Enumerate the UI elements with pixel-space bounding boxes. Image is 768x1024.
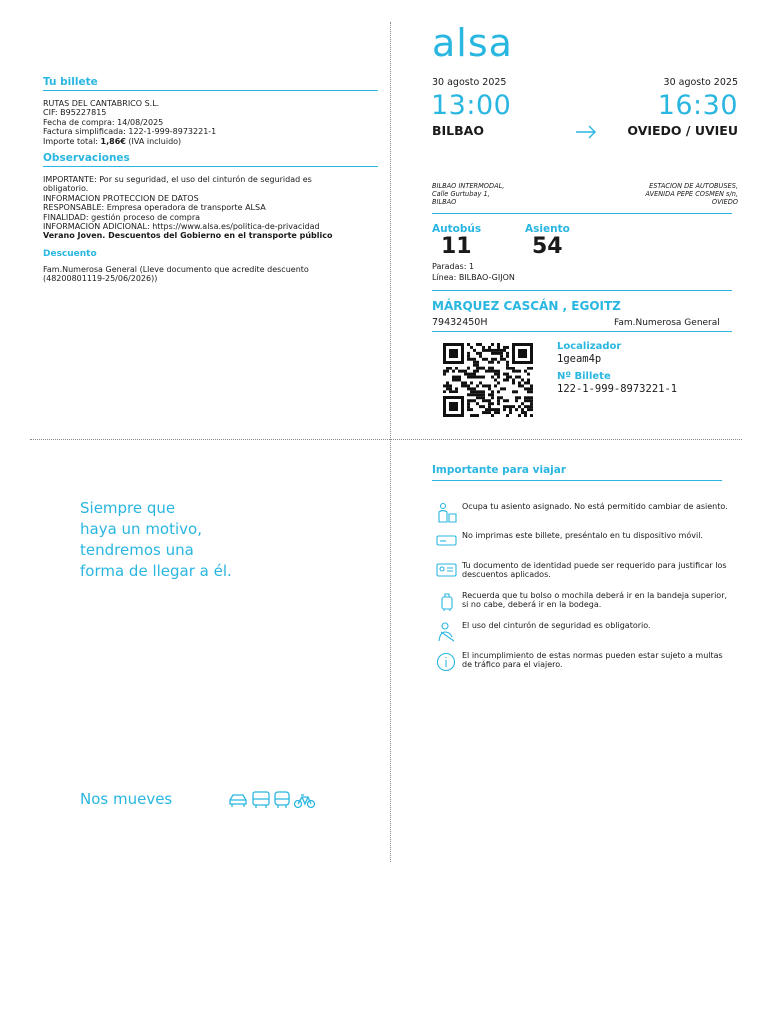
- purchase-date: Fecha de compra: 14/08/2025: [43, 117, 164, 127]
- destination-station: [645, 182, 738, 206]
- arrival-date: 30 agosto 2025: [663, 77, 738, 88]
- origin-city: BILBAO: [432, 123, 484, 138]
- rule-text: Ocupa tu asiento asignado. No está permitido cambiar de asiento.: [462, 502, 728, 511]
- ticket-number: 122-1-999-8973221-1: [557, 383, 678, 395]
- discount-title: Descuento: [43, 248, 97, 259]
- section-rule: [432, 480, 722, 481]
- company-name: RUTAS DEL CANTABRICO S.L.: [43, 99, 160, 108]
- seat-icon: [436, 502, 458, 520]
- seat-label: Asiento: [525, 223, 570, 235]
- rule-text: Tu documento de identidad puede ser requerido para justificar los descuentos aplicados.: [462, 561, 727, 580]
- total-amount: 1,86€: [100, 136, 126, 146]
- section-rule: [432, 331, 732, 332]
- luggage-icon: [436, 591, 458, 609]
- dest-station-line: AVENIDA PEPE COSMEN s/n,: [645, 190, 738, 198]
- important-title: Importante para viajar: [432, 464, 567, 476]
- line-value: BILBAO-GIJON: [458, 273, 515, 282]
- observation-line: IMPORTANTE: Por su seguridad, el uso del cinturón de seguridad es obligatorio.: [43, 175, 312, 194]
- info-icon: [436, 651, 458, 669]
- origin-station: [432, 182, 504, 206]
- destination-city: OVIEDO / UVIEU: [627, 123, 738, 138]
- origin-station-line: Calle Gurtubay 1,: [432, 190, 490, 198]
- observation-bold: Verano Joven. Descuentos del Gobierno en el transporte público: [43, 231, 333, 241]
- section-rule: [43, 166, 378, 167]
- ticket-section: [43, 76, 378, 284]
- line-label: Línea:: [432, 273, 457, 282]
- vertical-fold-line: [390, 22, 391, 862]
- departure-time: 13:00: [431, 90, 512, 121]
- arrival-time: 16:30: [657, 90, 738, 121]
- svg-text:alsa: alsa: [432, 26, 513, 62]
- cif-text: CIF: B95227815: [43, 108, 107, 118]
- ticket-number-label: Nº Billete: [557, 371, 611, 382]
- section-rule: [432, 290, 732, 291]
- car-icon: [230, 795, 246, 807]
- section-rule: [43, 90, 378, 91]
- rule-text: El uso del cinturón de seguridad es obligatorio.: [462, 621, 651, 630]
- dest-station-line: ESTACION DE AUTOBUSES,: [649, 182, 738, 190]
- passenger-name: MÁRQUEZ CASCÁN , EGOITZ: [432, 299, 621, 313]
- rule-text: No imprimas este billete, preséntalo en tu dispositivo móvil.: [462, 531, 703, 540]
- qr-code: [443, 343, 533, 417]
- total-prefix: Importe total:: [43, 136, 101, 146]
- id-card-icon: [436, 561, 458, 579]
- fare-type: Fam.Numerosa General: [614, 318, 720, 328]
- bus-number: 11: [441, 234, 472, 259]
- bicycle-icon: [295, 795, 315, 808]
- observation-line: FINALIDAD: gestión proceso de compra: [43, 212, 201, 222]
- ticket-icon: [436, 531, 458, 549]
- tagline: Nos mueves: [80, 790, 173, 808]
- bus-icon: [253, 792, 269, 808]
- observation-line: INFORMACION ADICIONAL: https://www.alsa.es/politica-de-privacidad: [43, 222, 320, 232]
- ticket-title: Tu billete: [43, 76, 98, 88]
- origin-station-line: BILBAO INTERMODAL,: [432, 182, 505, 190]
- discount-text: Fam.Numerosa General (Lleve documento que acredite descuento (48200801119-25/06/2026)): [43, 264, 309, 284]
- passenger-document: 79432450H: [432, 317, 488, 328]
- transport-icons: [228, 790, 318, 814]
- observations-list: [43, 175, 343, 241]
- observations-title: Observaciones: [43, 152, 130, 165]
- section-rule: [432, 213, 732, 214]
- line-info: [432, 273, 515, 282]
- departure-date: 30 agosto 2025: [432, 77, 507, 88]
- locator-label: Localizador: [557, 341, 622, 352]
- rule-text: El incumplimiento de estas normas pueden estar sujeto a multas de tráfico para el viajero.: [462, 651, 723, 670]
- bus-label: Autobús: [432, 223, 482, 235]
- slogan-line: tendremos una: [80, 541, 194, 559]
- total-amount-line: [43, 137, 378, 146]
- dest-station-line: OVIEDO: [711, 198, 738, 206]
- rule-text: Recuerda que tu bolso o mochila deberá ir en la bandeja superior, si no cabe, deberá ir en la bodega.: [462, 591, 728, 610]
- alsa-logo: [432, 26, 538, 66]
- slogan-line: forma de llegar a él.: [80, 562, 232, 580]
- coach-icon: [275, 792, 289, 808]
- stops-count: Paradas: 1: [432, 262, 475, 271]
- observation-line: INFORMACION PROTECCION DE DATOS: [43, 193, 199, 203]
- arrow-right-icon: [575, 124, 597, 144]
- locator-code: 1geam4p: [557, 353, 602, 365]
- seatbelt-icon: [436, 621, 458, 639]
- slogan-line: haya un motivo,: [80, 520, 202, 538]
- horizontal-fold-line: [30, 439, 742, 440]
- slogan-line: Siempre que: [80, 499, 176, 517]
- seat-number: 54: [532, 234, 563, 259]
- invoice-number: Factura simplificada: 122-1-999-8973221-1: [43, 127, 217, 137]
- slogan: [80, 498, 232, 582]
- origin-station-line: BILBAO: [432, 198, 457, 206]
- observation-line: RESPONSABLE: Empresa operadora de transporte ALSA: [43, 203, 266, 213]
- total-suffix: (IVA incluido): [125, 136, 182, 146]
